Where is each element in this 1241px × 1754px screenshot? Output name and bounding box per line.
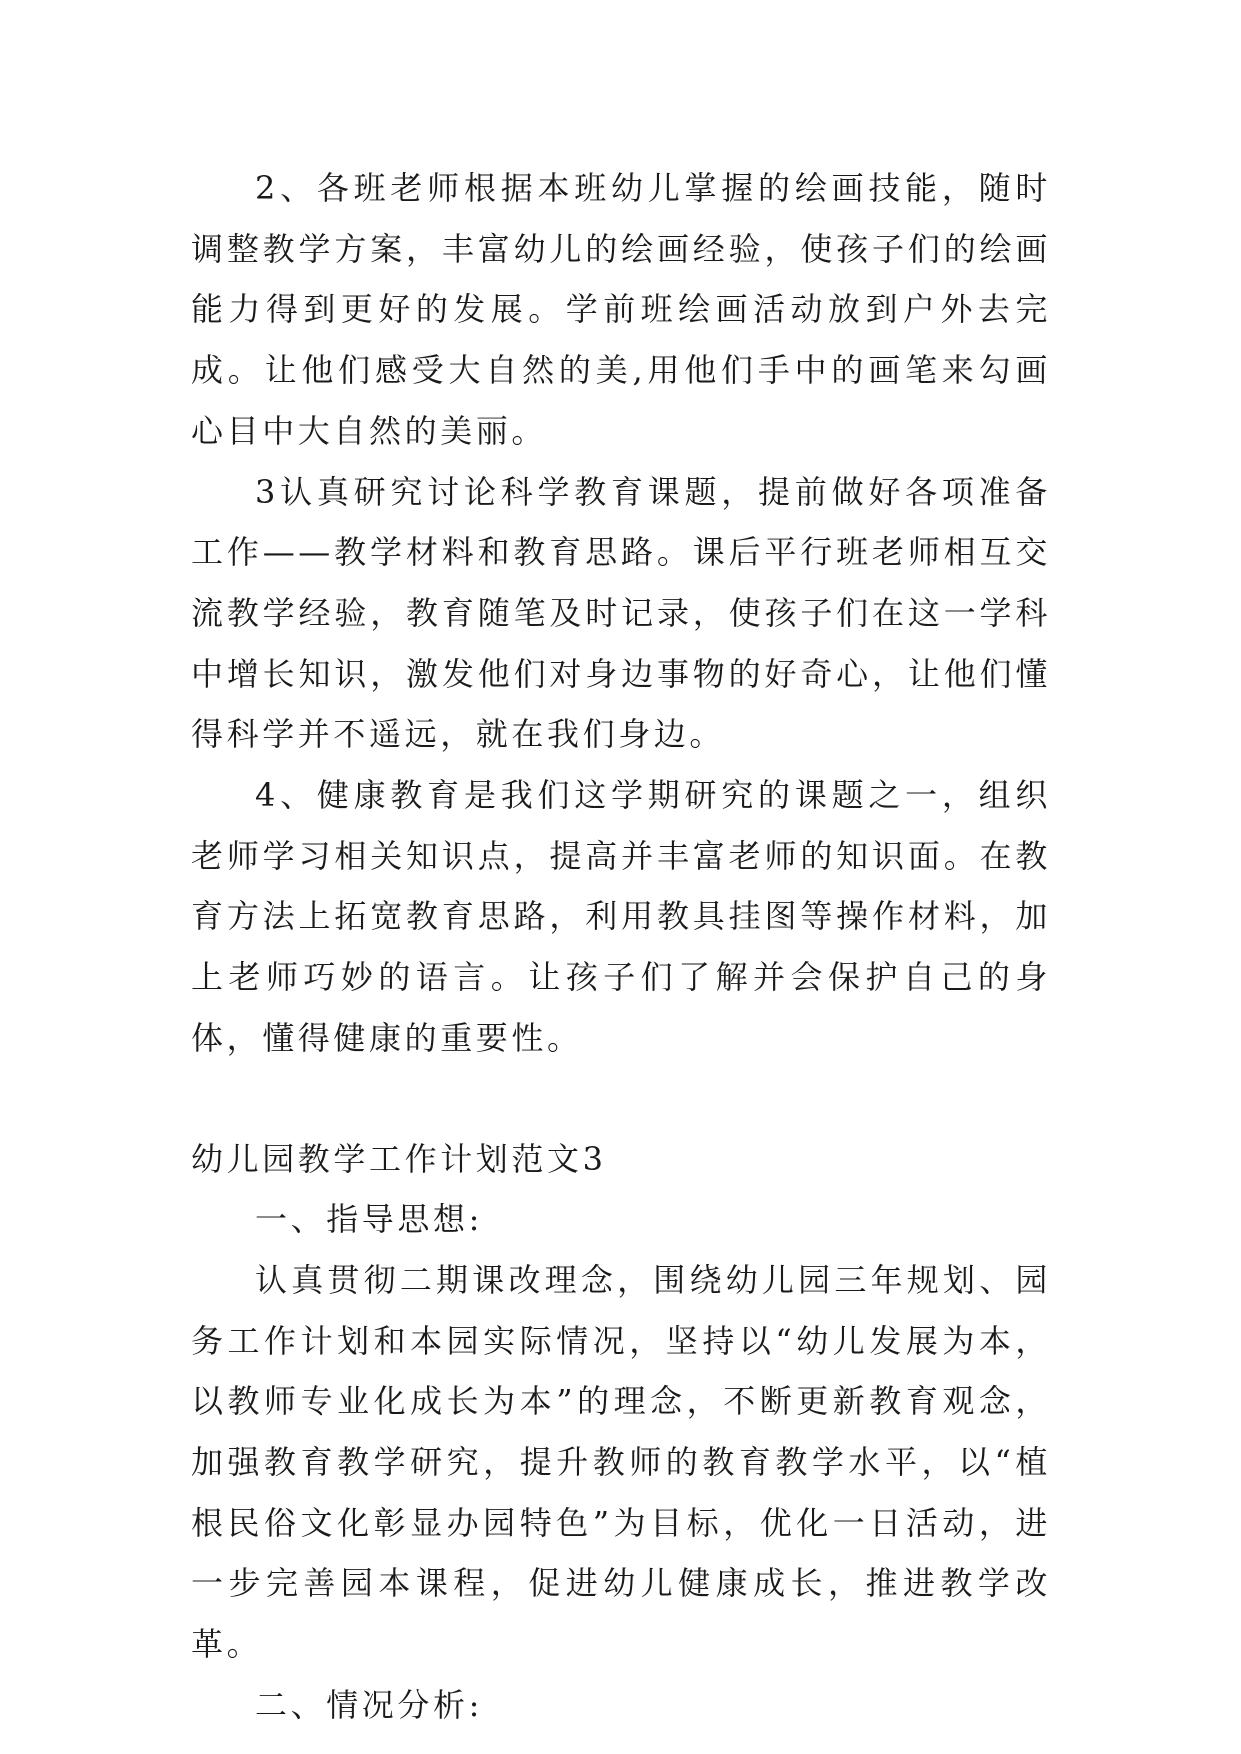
document-body (191, 158, 1051, 1736)
paragraph-health-education: 4、健康教育是我们这学期研究的课题之一，组织老师学习相关知识点，提高并丰富老师的知识面。在教育方法上拓宽教育思路，利用教具挂图等操作材料，加上老师巧妙的语言。让孩子们了解并会保护自己的身体，懂得健康的重要性。 (191, 776, 1051, 1057)
section-title: 幼儿园教学工作计划范文3 (191, 1139, 607, 1178)
subheading-situation-analysis: 二、情况分析: (255, 1685, 483, 1724)
paragraph-science-education: 3认真研究讨论科学教育课题，提前做好各项准备工作——教学材料和教育思路。课后平行班老师相互交流教学经验，教育随笔及时记录，使孩子们在这一学科中增长知识，激发他们对身边事物的好奇心，让他们懂得科学并不遥远，就在我们身边。 (191, 472, 1051, 754)
section-gap (191, 1069, 1051, 1129)
paragraph-guiding-ideology: 认真贯彻二期课改理念，围绕幼儿园三年规划、园务工作计划和本园实际情况，坚持以“幼儿发展为本，以教师专业化成长为本”的理念，不断更新教育观念，加强教育教学研究，提升教师的教育教学水平，以“植根民俗文化彰显办园特色”为目标，优化一日活动，进一步完善园本课程，促进幼儿健康成长，推进教学改革。 (191, 1260, 1051, 1664)
subheading-guiding-ideology: 一、指导思想: (255, 1200, 483, 1239)
paragraph-painting-skills: 2、各班老师根据本班幼儿掌握的绘画技能，随时调整教学方案，丰富幼儿的绘画经验，使孩子们的绘画能力得到更好的发展。学前班绘画活动放到户外去完成。让他们感受大自然的美,用他们手中的画笔来勾画心目中大自然的美丽。 (191, 169, 1051, 450)
